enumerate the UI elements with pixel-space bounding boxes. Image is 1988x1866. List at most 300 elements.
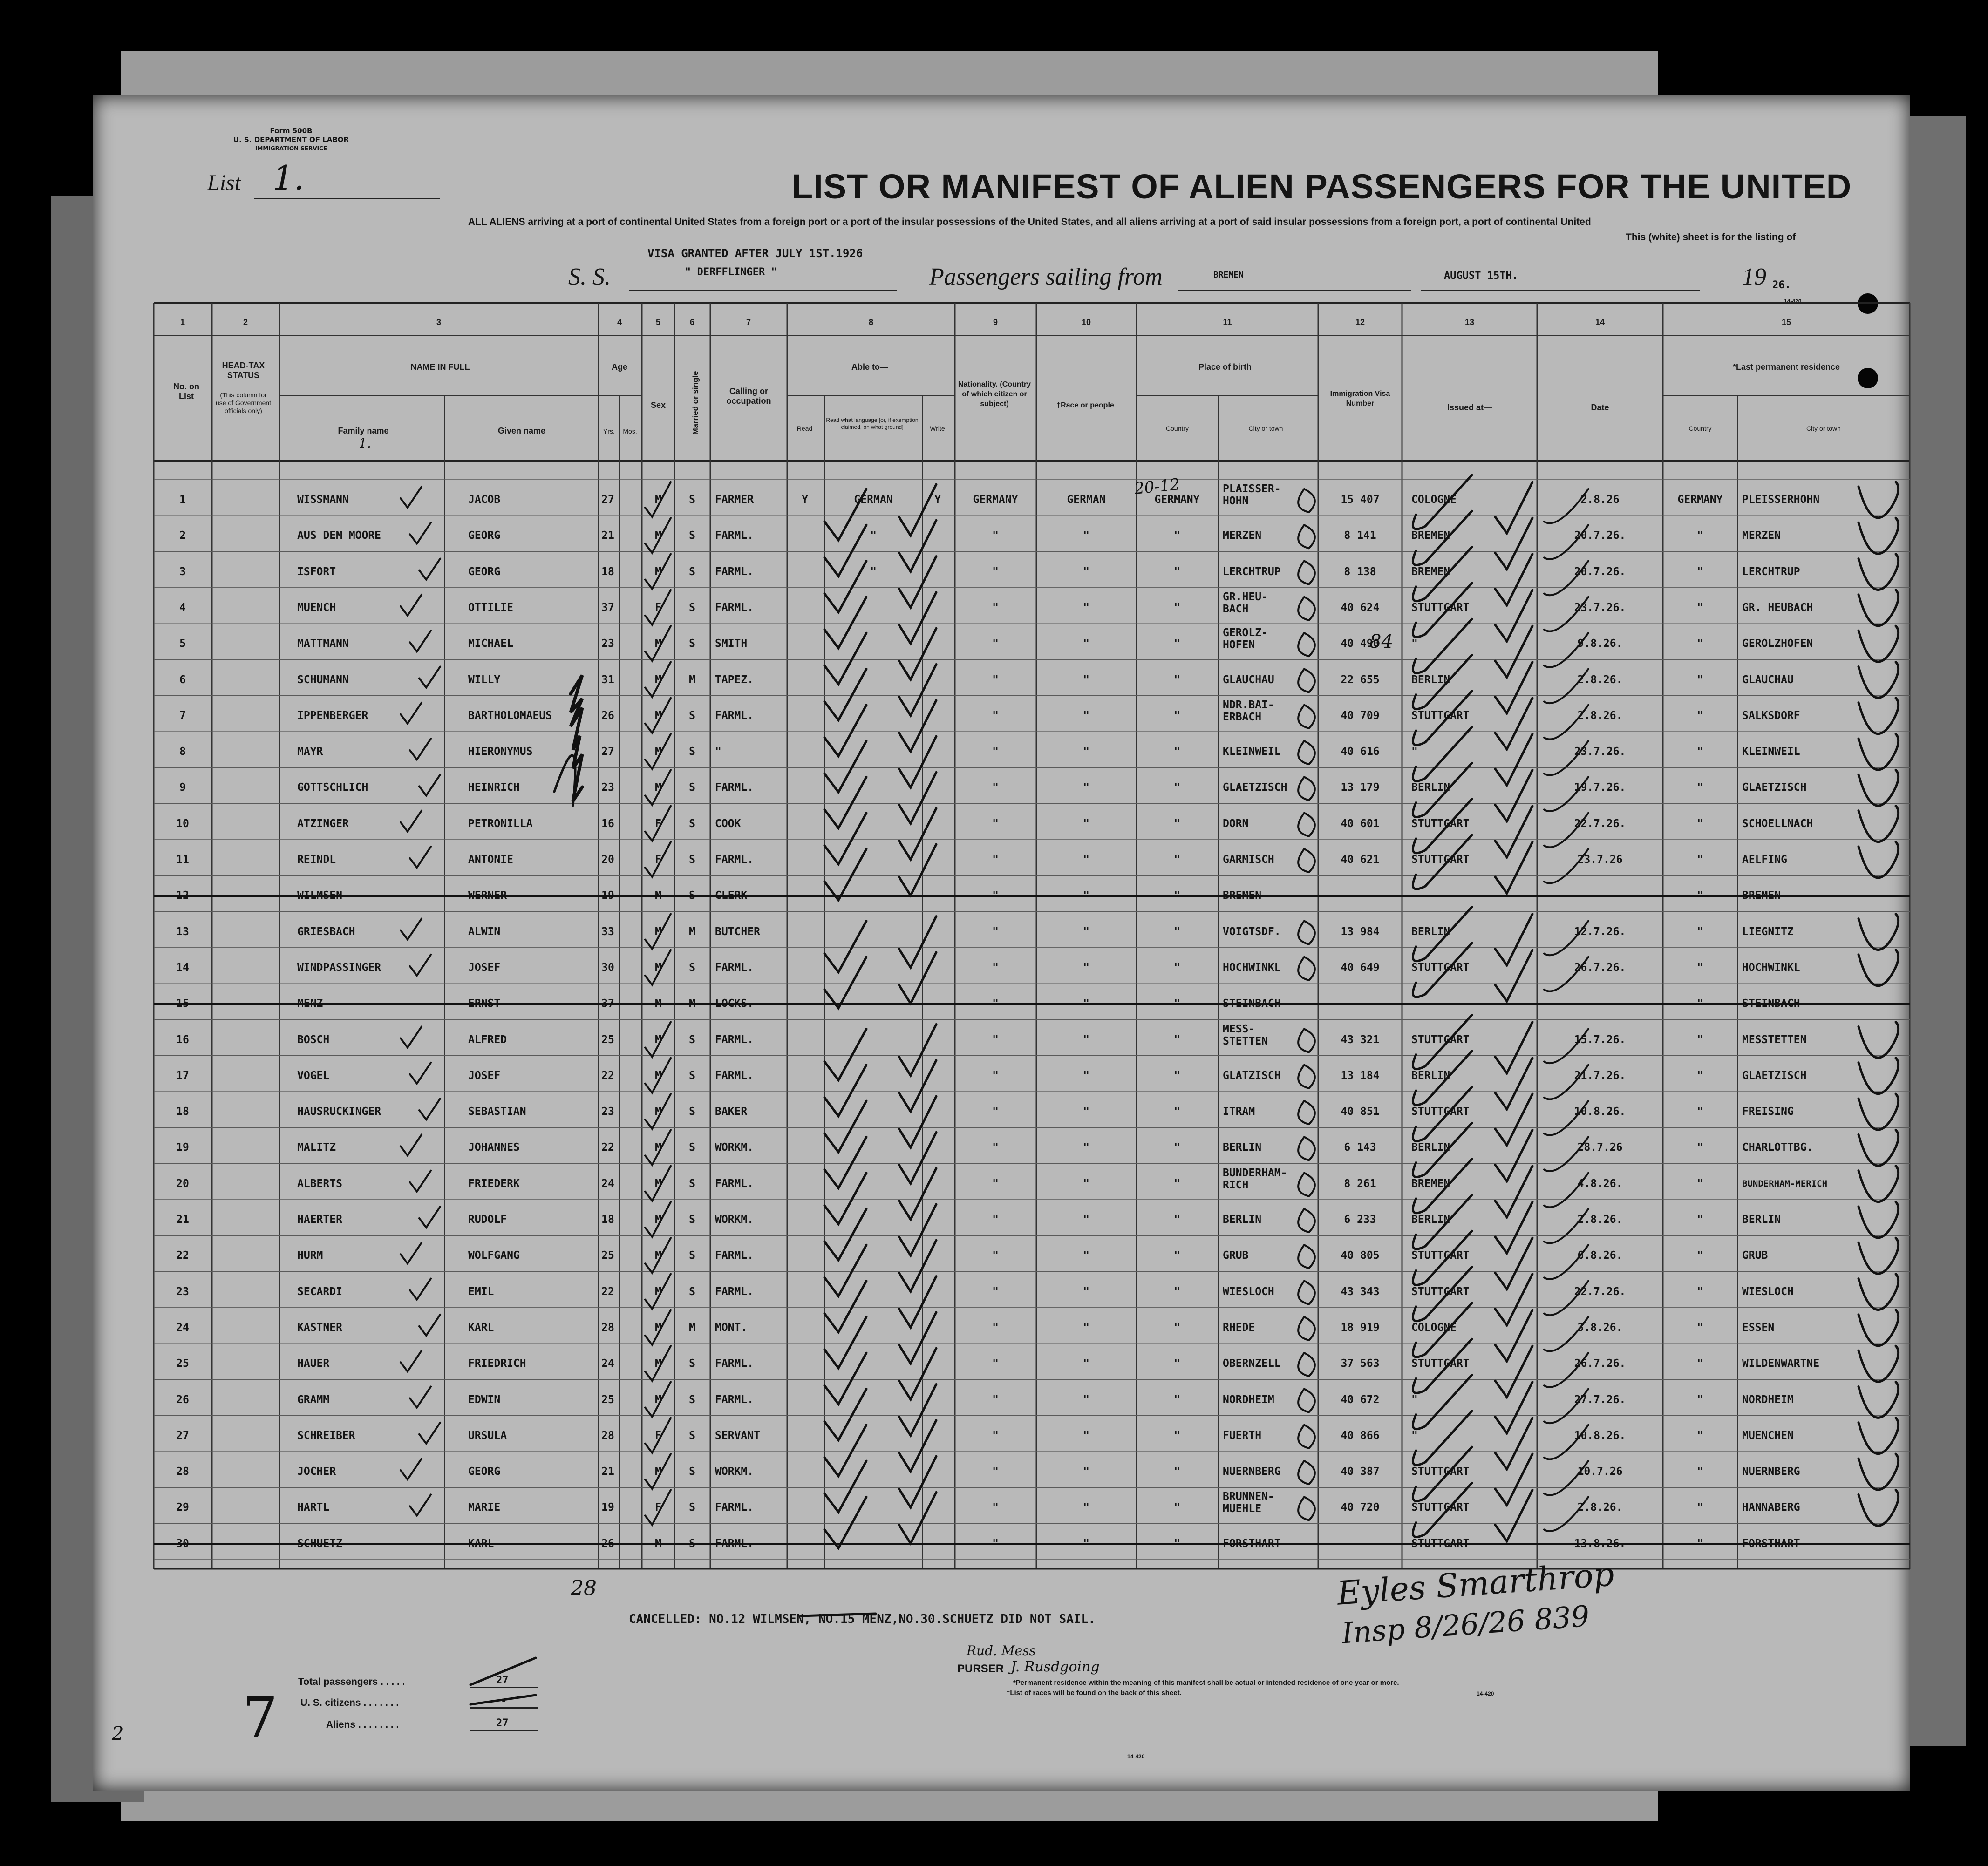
birth-city: NORDHEIM — [1223, 1393, 1274, 1406]
race: " — [1083, 1393, 1089, 1406]
family-name: WILMSEN — [297, 889, 342, 902]
residence-city: SALKSDORF — [1742, 709, 1800, 722]
visa-date: 15.7.26. — [1574, 1033, 1626, 1046]
residence-city: BERLIN — [1742, 1214, 1781, 1226]
sex: M — [655, 1214, 661, 1226]
occupation: BAKER — [715, 1106, 748, 1118]
visa-date: 21.7.26. — [1574, 1069, 1626, 1082]
occupation: CLERK — [715, 889, 748, 902]
column-number: 1 — [180, 318, 185, 327]
row-number: 12 — [176, 889, 189, 902]
visa-number: 40 621 — [1341, 854, 1380, 866]
header-visa-number: Immigration Visa Number — [1330, 390, 1390, 407]
sex: M — [655, 1249, 661, 1262]
visa-number: 40 851 — [1341, 1106, 1380, 1118]
age-years: 19 — [601, 1501, 614, 1514]
age-years: 33 — [601, 925, 614, 938]
family-name: BOSCH — [297, 1033, 330, 1046]
nationality: " — [992, 1106, 999, 1118]
residence-country: " — [1697, 673, 1703, 686]
occupation: " — [715, 746, 722, 758]
sex: M — [655, 746, 661, 758]
given-name: WERNER — [468, 889, 507, 902]
given-name: WOLFGANG — [468, 1249, 520, 1262]
occupation: WORKM. — [715, 1466, 754, 1478]
age-years: 20 — [601, 854, 614, 866]
nationality: " — [992, 1177, 999, 1190]
visa-date: 9.8.26. — [1577, 638, 1623, 650]
race: " — [1083, 1033, 1089, 1046]
visa-date: 3.8.26. — [1577, 1321, 1623, 1334]
visa-date: 19.7.26. — [1574, 781, 1626, 794]
visa-date: 20.7.26. — [1574, 529, 1626, 542]
visa-number: 43 321 — [1341, 1033, 1380, 1046]
occupation: MONT. — [715, 1321, 748, 1334]
race: " — [1083, 961, 1089, 974]
visa-date: 2.8.26. — [1577, 1214, 1623, 1226]
sex: M — [655, 565, 661, 578]
family-name: SECARDI — [297, 1285, 342, 1298]
birth-city-line1: GEROLZ- — [1223, 627, 1268, 639]
race: " — [1083, 529, 1089, 542]
birth-country: " — [1174, 854, 1180, 866]
visa-number: 40 387 — [1341, 1466, 1380, 1478]
nationality: " — [992, 1033, 999, 1046]
residence-country: " — [1697, 1106, 1703, 1118]
nationality: " — [992, 1214, 999, 1226]
age-years: 25 — [601, 1393, 614, 1406]
race: " — [1083, 1141, 1089, 1154]
visa-number: 18 919 — [1341, 1321, 1380, 1334]
residence-city: BUNDERHAM-MERICH — [1742, 1178, 1828, 1189]
residence-city: AELFING — [1742, 854, 1787, 866]
inspector-signature: Eyles Smarthrop — [1335, 1555, 1615, 1613]
race: " — [1083, 889, 1089, 902]
birth-city: GLAUCHAU — [1223, 673, 1274, 686]
marital-status: S — [689, 494, 695, 506]
occupation: FARML. — [715, 854, 754, 866]
departure-port: BREMEN — [1213, 270, 1244, 280]
occupation: FARML. — [715, 1069, 754, 1082]
birth-city: ITRAM — [1223, 1106, 1255, 1118]
instruction-line-2: This (white) sheet is for the listing of — [1626, 232, 1796, 243]
row-number: 19 — [176, 1141, 189, 1154]
nationality: " — [992, 1393, 999, 1406]
sex: M — [655, 1321, 661, 1334]
read-language: GERMAN — [854, 494, 893, 506]
visa-issued-at: STUTTGART — [1411, 1466, 1470, 1478]
age-years: 19 — [601, 889, 614, 902]
given-name: BARTHOLOMAEUS — [468, 709, 552, 722]
given-name: ALWIN — [468, 925, 501, 938]
nationality: " — [992, 673, 999, 686]
aliens-label: Aliens . . . . . . . . — [326, 1719, 399, 1730]
residence-country: " — [1697, 746, 1703, 758]
marital-status: M — [689, 997, 695, 1010]
marital-status: M — [689, 1321, 695, 1334]
visa-number: 8 141 — [1344, 529, 1376, 542]
birth-city: STEINBACH — [1223, 997, 1281, 1010]
birth-city-line1: BUNDERHAM- — [1223, 1167, 1287, 1179]
visa-number: 40 649 — [1341, 961, 1380, 974]
sex: M — [655, 1141, 661, 1154]
residence-country: GERMANY — [1677, 494, 1723, 506]
note-residence: *Permanent residence within the meaning of this manifest shall be actual or intended residence of one year or more. — [1013, 1679, 1399, 1687]
row-number: 13 — [176, 925, 189, 938]
residence-city: GLAUCHAU — [1742, 673, 1794, 686]
visa-issued-at: STUTTGART — [1411, 961, 1470, 974]
race: " — [1083, 1106, 1089, 1118]
birth-city-line1: GR.HEU- — [1223, 590, 1268, 603]
birth-country: " — [1174, 925, 1180, 938]
department-name: U. S. DEPARTMENT OF LABOR — [233, 136, 349, 144]
residence-country: " — [1697, 1357, 1703, 1370]
visa-issued-at: BREMEN — [1411, 1177, 1450, 1190]
header-res-city: City or town — [1806, 425, 1841, 432]
visa-number: 13 179 — [1341, 781, 1380, 794]
visa-number: 40 601 — [1341, 817, 1380, 830]
residence-country: " — [1697, 889, 1703, 902]
margin-mark-84: 84 — [1369, 631, 1393, 652]
family-name: REINDL — [297, 854, 336, 866]
residence-city: HANNABERG — [1742, 1501, 1800, 1514]
visa-issued-at: " — [1411, 746, 1418, 758]
nationality: " — [992, 1357, 999, 1370]
sex: M — [655, 1285, 661, 1298]
residence-country: " — [1697, 709, 1703, 722]
visa-date: 23.7.26 — [1577, 854, 1623, 866]
residence-city: ESSEN — [1742, 1321, 1775, 1334]
row-number: 21 — [176, 1214, 189, 1226]
marital-status: S — [689, 1357, 695, 1370]
birth-city: BREMEN — [1223, 889, 1262, 902]
race: " — [1083, 746, 1089, 758]
residence-country: " — [1697, 1214, 1703, 1226]
age-years: 31 — [601, 673, 614, 686]
residence-city: WIESLOCH — [1742, 1285, 1794, 1298]
header-calling: Calling or occupation — [726, 387, 771, 406]
marital-status: S — [689, 601, 695, 614]
row-number: 8 — [179, 746, 186, 758]
birth-country: " — [1174, 1177, 1180, 1190]
visa-date: 22.7.26. — [1574, 1285, 1626, 1298]
nationality: " — [992, 1429, 999, 1442]
age-years: 23 — [601, 638, 614, 650]
nationality: " — [992, 638, 999, 650]
sex: M — [655, 529, 661, 542]
visa-date: 26.7.26. — [1574, 961, 1626, 974]
marital-status: S — [689, 1249, 695, 1262]
aliens-value: 27 — [496, 1717, 509, 1729]
birth-country: " — [1174, 709, 1180, 722]
column-number: 11 — [1223, 318, 1232, 327]
residence-country: " — [1697, 1537, 1703, 1550]
row-number: 28 — [176, 1466, 189, 1478]
birth-city: HOCHWINKL — [1223, 961, 1281, 974]
visa-date: 22.7.26. — [1574, 817, 1626, 830]
given-name: GEORG — [468, 565, 501, 578]
residence-country: " — [1697, 925, 1703, 938]
visa-issued-at: BERLIN — [1411, 1141, 1450, 1154]
residence-city: CHARLOTTBG. — [1742, 1141, 1813, 1154]
sex: F — [655, 854, 661, 866]
marital-status: S — [689, 781, 695, 794]
bottom-form-code: 14-420 — [1127, 1753, 1145, 1760]
given-name: EDWIN — [468, 1393, 501, 1406]
visa-issued-at: BERLIN — [1411, 1069, 1450, 1082]
row-number: 15 — [176, 997, 189, 1010]
residence-city: GLAETZISCH — [1742, 1069, 1807, 1082]
visa-issued-at: STUTTGART — [1411, 854, 1470, 866]
nationality: GERMANY — [973, 494, 1018, 506]
age-years: 21 — [601, 529, 614, 542]
birth-city: GLATZISCH — [1223, 1069, 1281, 1082]
birth-country: " — [1174, 1321, 1180, 1334]
residence-country: " — [1697, 1069, 1703, 1082]
birth-city-line2: ERBACH — [1223, 711, 1262, 723]
sex: M — [655, 1466, 661, 1478]
nationality: " — [992, 1069, 999, 1082]
sex: F — [655, 817, 661, 830]
residence-country: " — [1697, 1321, 1703, 1334]
residence-city: WILDENWARTNE — [1742, 1357, 1820, 1370]
occupation: FARML. — [715, 1249, 754, 1262]
marital-status: S — [689, 817, 695, 830]
marital-status: S — [689, 1069, 695, 1082]
residence-country: " — [1697, 997, 1703, 1010]
age-years: 28 — [601, 1321, 614, 1334]
visa-date: 26.7.26. — [1574, 1357, 1626, 1370]
birth-city: GLAETZISCH — [1223, 781, 1287, 794]
marital-status: S — [689, 638, 695, 650]
nationality: " — [992, 1141, 999, 1154]
residence-city: MERZEN — [1742, 529, 1781, 542]
given-name: MARIE — [468, 1501, 501, 1514]
birth-city-line2: RICH — [1223, 1179, 1249, 1191]
visa-number: 15 407 — [1341, 494, 1380, 506]
row-number: 3 — [179, 565, 186, 578]
sex: M — [655, 1357, 661, 1370]
row-number: 4 — [179, 601, 186, 614]
given-name: JOSEF — [468, 1069, 501, 1082]
row-number: 26 — [176, 1393, 189, 1406]
visa-issued-at: COLOGNE — [1411, 494, 1457, 506]
header-no-on-list: No. on List — [173, 382, 199, 401]
marital-status: S — [689, 1466, 695, 1478]
column-number: 7 — [746, 318, 751, 327]
residence-city: SCHOELLNACH — [1742, 817, 1813, 830]
header-write: Write — [930, 425, 945, 432]
sex: M — [655, 1106, 661, 1118]
row-number: 20 — [176, 1177, 189, 1190]
age-years: 24 — [601, 1357, 614, 1370]
residence-country: " — [1697, 529, 1703, 542]
nationality: " — [992, 1537, 999, 1550]
header-read-language: Read what language [or, if exemption claimed, on what ground] — [826, 417, 919, 430]
visa-date: 13.8.26. — [1574, 1537, 1626, 1550]
inspection-stamp: Insp 8/26/26 839 — [1341, 1599, 1591, 1650]
given-name: JACOB — [468, 494, 501, 506]
visa-issued-at: COLOGNE — [1411, 1321, 1457, 1334]
birth-city-line1: PLAISSER- — [1223, 483, 1281, 495]
given-name: JOSEF — [468, 961, 501, 974]
residence-city: FREISING — [1742, 1106, 1794, 1118]
header-given-name: Given name — [497, 426, 546, 435]
race: " — [1083, 1285, 1089, 1298]
occupation: FARML. — [715, 1501, 754, 1514]
residence-city: GRUB — [1742, 1249, 1768, 1262]
sex: M — [655, 997, 661, 1010]
visa-number: 40 672 — [1341, 1393, 1380, 1406]
family-name: MAYR — [297, 746, 323, 758]
residence-city: PLEISSERHOHN — [1742, 494, 1820, 506]
marital-status: S — [689, 1501, 695, 1514]
column-number: 13 — [1464, 318, 1475, 327]
race: " — [1083, 1429, 1089, 1442]
race: " — [1083, 1501, 1089, 1514]
given-name: GEORG — [468, 1466, 501, 1478]
marital-status: S — [689, 1429, 695, 1442]
race: " — [1083, 1357, 1089, 1370]
residence-country: " — [1697, 1177, 1703, 1190]
given-name: HIERONYMUS — [468, 746, 533, 758]
row-number: 5 — [179, 638, 186, 650]
residence-country: " — [1697, 1429, 1703, 1442]
column-number: 5 — [655, 318, 660, 327]
visa-issued-at: STUTTGART — [1411, 1285, 1470, 1298]
occupation: FARML. — [715, 529, 754, 542]
service-name: IMMIGRATION SERVICE — [255, 145, 327, 152]
nationality: " — [992, 889, 999, 902]
occupation: BUTCHER — [715, 925, 760, 938]
family-name: HURM — [297, 1249, 323, 1262]
birth-city: RHEDE — [1223, 1321, 1255, 1334]
sex: M — [655, 781, 661, 794]
occupation: WORKM. — [715, 1214, 754, 1226]
age-years: 18 — [601, 565, 614, 578]
birth-city-line2: BACH — [1223, 603, 1249, 615]
row-number: 29 — [176, 1501, 189, 1514]
age-years: 23 — [601, 1106, 614, 1118]
residence-country: " — [1697, 781, 1703, 794]
family-name-mark: 1. — [359, 435, 371, 451]
header-place-of-birth: Place of birth — [1198, 362, 1252, 372]
birth-country: " — [1174, 1214, 1180, 1226]
header-mos: Mos. — [623, 427, 637, 435]
row-number: 24 — [176, 1321, 189, 1334]
age-years: 21 — [601, 1466, 614, 1478]
column-number: 3 — [436, 318, 441, 327]
race: " — [1083, 1214, 1089, 1226]
nationality: " — [992, 817, 999, 830]
given-name: KARL — [468, 1321, 494, 1334]
family-name: HAUER — [297, 1357, 330, 1370]
marital-status: S — [689, 1177, 695, 1190]
header-read: Read — [797, 425, 813, 432]
read-language: " — [870, 565, 877, 578]
given-name: RUDOLF — [468, 1214, 507, 1226]
column-number: 15 — [1781, 318, 1791, 327]
header-age: Age — [611, 362, 627, 372]
sex: M — [655, 1393, 661, 1406]
visa-issued-at: BERLIN — [1411, 925, 1450, 938]
purser-label: PURSER — [957, 1662, 1004, 1675]
residence-country: " — [1697, 565, 1703, 578]
sex: M — [655, 961, 661, 974]
birth-country: " — [1174, 638, 1180, 650]
race: " — [1083, 601, 1089, 614]
marital-status: S — [689, 854, 695, 866]
marital-status: S — [689, 1393, 695, 1406]
row-number: 7 — [179, 709, 186, 722]
marital-status: M — [689, 673, 695, 686]
marital-status: S — [689, 961, 695, 974]
birth-city: GRUB — [1223, 1249, 1249, 1262]
nationality: " — [992, 854, 999, 866]
row-number: 9 — [179, 781, 186, 794]
given-name: ANTONIE — [468, 854, 513, 866]
visa-issued-at: STUTTGART — [1411, 1357, 1470, 1370]
occupation: COOK — [715, 817, 741, 830]
visa-date: 2.8.26. — [1577, 1501, 1623, 1514]
marital-status: S — [689, 746, 695, 758]
header-yrs: Yrs. — [603, 427, 615, 435]
visa-number: 8 261 — [1344, 1177, 1376, 1190]
visa-date: 4.8.26. — [1577, 1177, 1623, 1190]
visa-date: 20.7.26. — [1574, 565, 1626, 578]
given-name: WILLY — [468, 673, 501, 686]
year-prefix: 19 — [1742, 264, 1766, 290]
nationality: " — [992, 1466, 999, 1478]
visa-issued-at: BERLIN — [1411, 1214, 1450, 1226]
visa-date: 2.8.26. — [1577, 673, 1623, 686]
birth-country: " — [1174, 781, 1180, 794]
row-number: 1 — [179, 494, 186, 506]
residence-city: KLEINWEIL — [1742, 746, 1800, 758]
header-able-to: Able to— — [851, 362, 888, 372]
marital-status: S — [689, 1214, 695, 1226]
given-name: JOHANNES — [468, 1141, 520, 1154]
birth-country: " — [1174, 1466, 1180, 1478]
can-write: Y — [934, 494, 941, 506]
given-name: OTTILIE — [468, 601, 513, 614]
marital-status: S — [689, 1106, 695, 1118]
visa-issued-at: BREMEN — [1411, 565, 1450, 578]
row-number: 2 — [179, 529, 186, 542]
residence-city: HOCHWINKL — [1742, 961, 1800, 974]
birth-city: GARMISCH — [1223, 854, 1274, 866]
birth-country: " — [1174, 673, 1180, 686]
visa-date: 27.7.26. — [1574, 1393, 1626, 1406]
occupation: FARML. — [715, 1285, 754, 1298]
race: " — [1083, 781, 1089, 794]
column-number: 14 — [1595, 318, 1605, 327]
sex: M — [655, 709, 661, 722]
occupation: FARML. — [715, 781, 754, 794]
residence-country: " — [1697, 1249, 1703, 1262]
cancelled-note: CANCELLED: NO.12 WILMSEN, NO.15 MENZ,NO.30.SCHUETZ DID NOT SAIL. — [629, 1612, 1096, 1626]
cancelled-strike-line — [154, 895, 1910, 897]
age-years: 18 — [601, 1214, 614, 1226]
row-number: 14 — [176, 961, 189, 974]
given-name: ERNST — [468, 997, 501, 1010]
nationality: " — [992, 746, 999, 758]
occupation: FARML. — [715, 961, 754, 974]
birth-city: OBERNZELL — [1223, 1357, 1281, 1370]
family-name: SCHREIBER — [297, 1429, 355, 1442]
residence-city: STEINBACH — [1742, 997, 1800, 1010]
instruction-line-1: ALL ALIENS arriving at a port of continental United States from a foreign port or a port of the insular possessions of the United States, and all aliens arriving at a port of said insular possessions from a foreign port, a port of continental United — [468, 217, 1591, 227]
